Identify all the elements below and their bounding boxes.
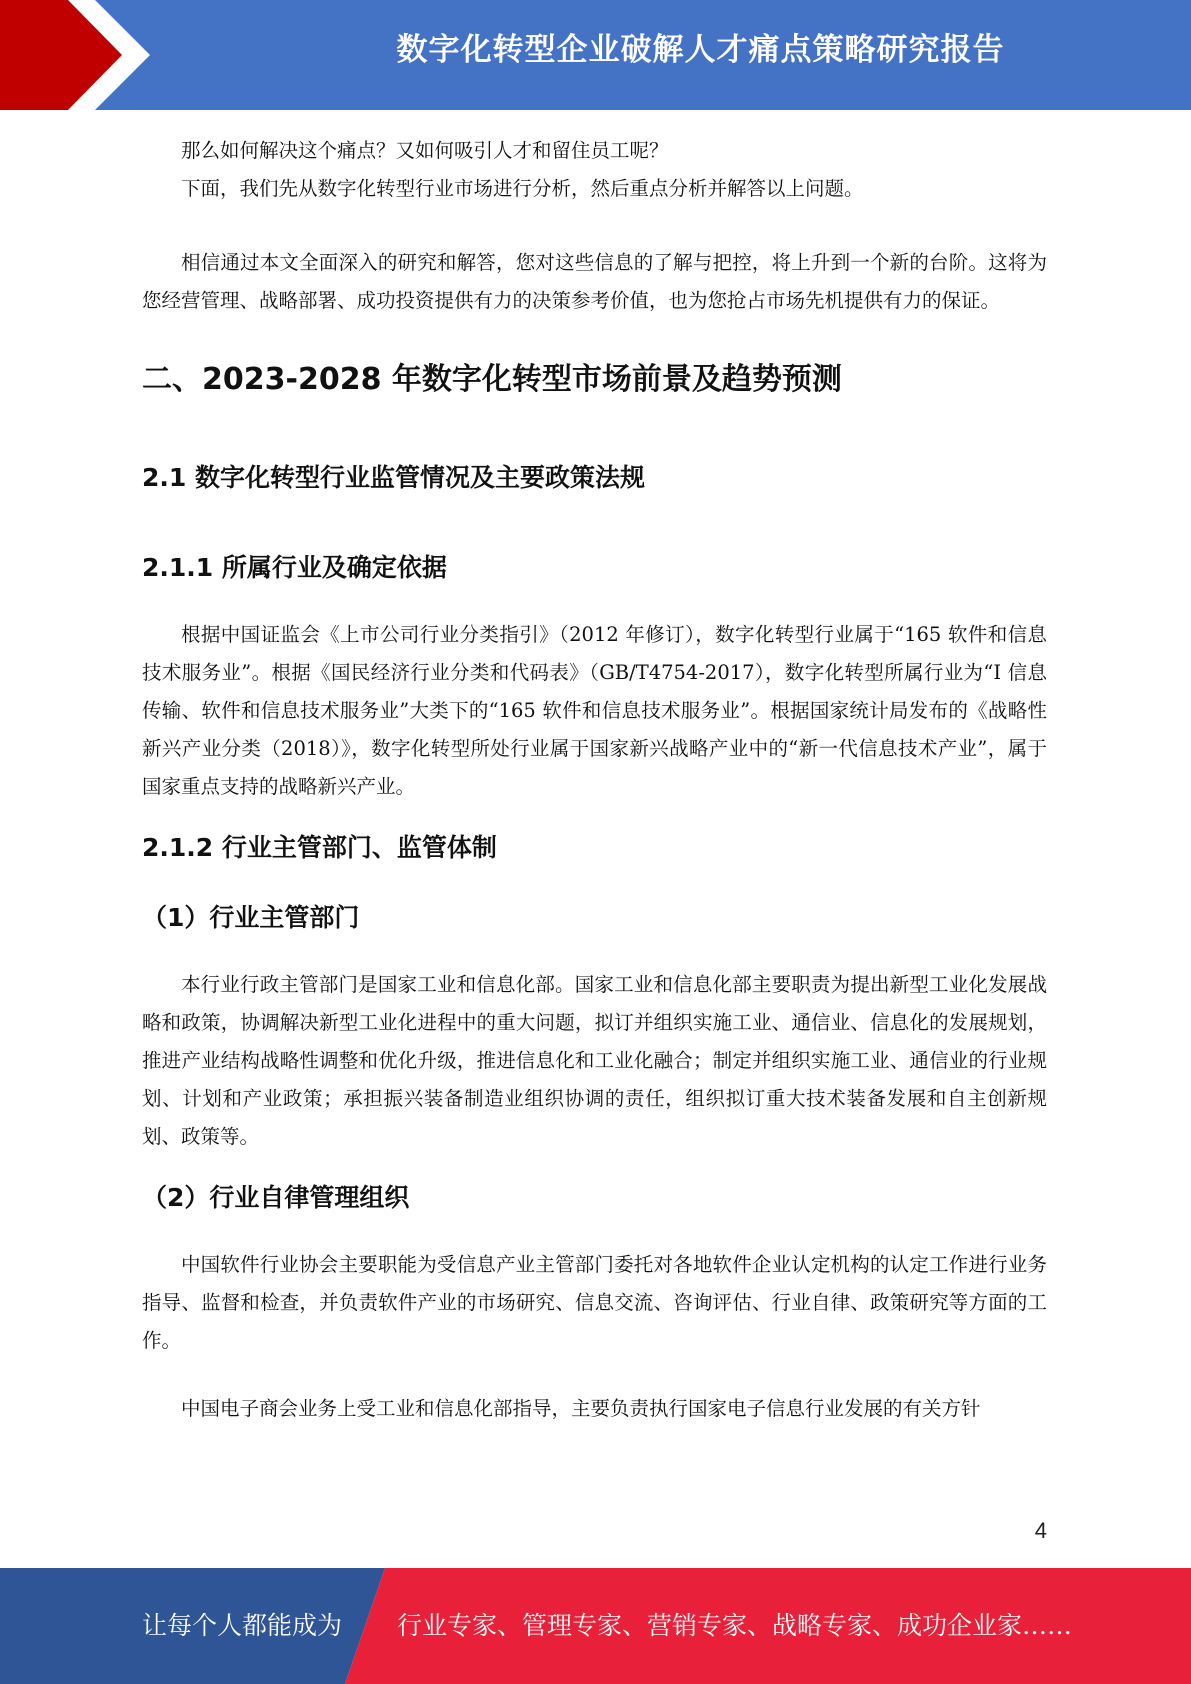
footer-slogan-right: 行业专家、管理专家、营销专家、战略专家、成功企业家……: [397, 1611, 1073, 1640]
header-arrow-decoration: [0, 0, 160, 110]
paragraph-electronics-chamber: 中国电子商会业务上受工业和信息化部指导，主要负责执行国家电子信息行业发展的有关方针: [181, 1397, 981, 1420]
page-content: [142, 132, 1047, 1428]
section-title: 二、2023-2028 年数字化转型市场前景及趋势预测: [142, 362, 842, 397]
page-header: [0, 0, 1191, 110]
paragraph-authority: 本行业行政主管部门是国家工业和信息化部。国家工业和信息化部主要职责为提出新型工业化发展战略和政策，协调解决新型工业化进程中的重大问题，拟订并组织实施工业、通信业、信息化的发展规划，推进产业结构战略性调整和优化升级，推进信息化和工业化融合；制定并组织实施工业、通信业的行业规划、计划和产业政策；承担振兴装备制造业组织协调的责任，组织拟订重大技术装备发展和自主创新规划、政策等。: [142, 973, 1047, 1148]
paragraph-value: 相信通过本文全面深入的研究和解答，您对这些信息的了解与把控，将上升到一个新的台阶。这将为您经营管理、战略部署、成功投资提供有力的决策参考价值，也为您抢占市场先机提供有力的保证。: [142, 251, 1047, 312]
footer-slogan-left: 让每个人都能成为: [142, 1611, 343, 1640]
paragraph-intro: 下面，我们先从数字化转型行业市场进行分析，然后重点分析并解答以上问题。: [181, 177, 864, 200]
paragraph-industry-classification: 根据中国证监会《上市公司行业分类指引》（2012 年修订），数字化转型行业属于“165 软件和信息技术服务业”。根据《国民经济行业分类和代码表》（GB/T4754-2017），数字化转型所属行业为“I 信息传输、软件和信息技术服务业”大类下的“165 软件和信息技术服务业”。根据国家统计局发布的《战略性新兴产业分类（2018）》，数字化转型所处行业属于国家新兴战略产业中的“新一代信息技术产业”，属于国家重点支持的战略新兴产业。: [142, 623, 1047, 798]
paragraph-software-association: 中国软件行业协会主要职能为受信息产业主管部门委托对各地软件企业认定机构的认定工作进行业务指导、监督和检查，并负责软件产业的市场研究、信息交流、咨询评估、行业自律、政策研究等方面的工作。: [142, 1253, 1047, 1352]
subheading-self-regulation: （2）行业自律管理组织: [142, 1183, 410, 1212]
subsection-2-1-1-title: 2.1.1 所属行业及确定依据: [142, 553, 447, 582]
page-number: 4: [1034, 1518, 1047, 1543]
subheading-authority: （1）行业主管部门: [142, 903, 360, 932]
subsection-2-1-title: 2.1 数字化转型行业监管情况及主要政策法规: [142, 463, 645, 492]
page-footer: [0, 1568, 1191, 1684]
subsection-2-1-2-title: 2.1.2 行业主管部门、监管体制: [142, 833, 497, 862]
paragraph-question: 那么如何解决这个痛点？又如何吸引人才和留住员工呢？: [181, 139, 669, 162]
report-title: 数字化转型企业破解人才痛点策略研究报告: [396, 32, 1005, 68]
